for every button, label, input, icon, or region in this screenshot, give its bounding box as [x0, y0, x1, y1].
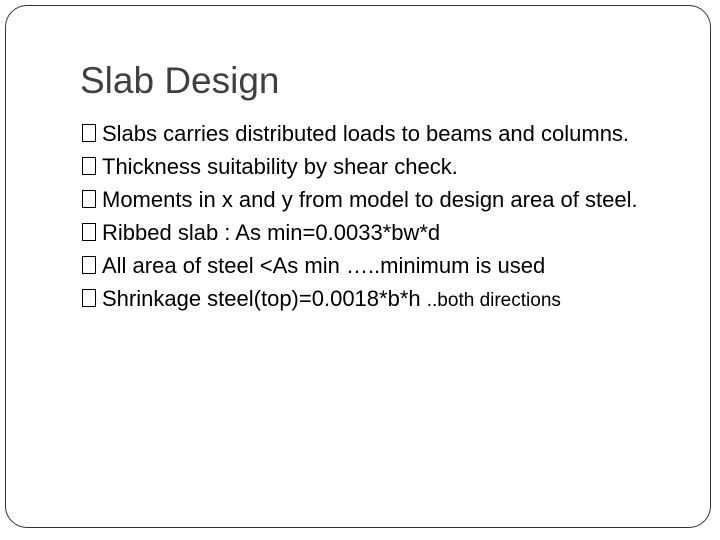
bullet-item — [82, 118, 682, 149]
bullet-text: Shrinkage steel(top)=0.0018*b*h — [102, 286, 421, 311]
bullet-item — [82, 217, 682, 248]
bullet-list — [82, 118, 682, 318]
bullet-item — [82, 283, 682, 316]
bullet-text: Slabs carries distributed loads to beams and columns. — [102, 121, 630, 146]
bullet-item — [82, 250, 682, 281]
square-bullet-icon — [82, 289, 96, 307]
bullet-text: All area of steel <As min …..minimum is used — [102, 253, 546, 278]
square-bullet-icon — [82, 223, 96, 241]
slide-title: Slab Design — [80, 60, 280, 101]
square-bullet-icon — [82, 256, 96, 274]
bullet-item — [82, 184, 682, 215]
square-bullet-icon — [82, 157, 96, 175]
bullet-item — [82, 151, 682, 182]
bullet-text: Moments in x and y from model to design area of steel. — [102, 187, 638, 212]
square-bullet-icon — [82, 124, 96, 142]
bullet-text: Ribbed slab : As min=0.0033*bw*d — [102, 220, 441, 245]
square-bullet-icon — [82, 190, 96, 208]
bullet-text: Thickness suitability by shear check. — [102, 154, 458, 179]
bullet-tail-text: ..both directions — [426, 290, 561, 311]
